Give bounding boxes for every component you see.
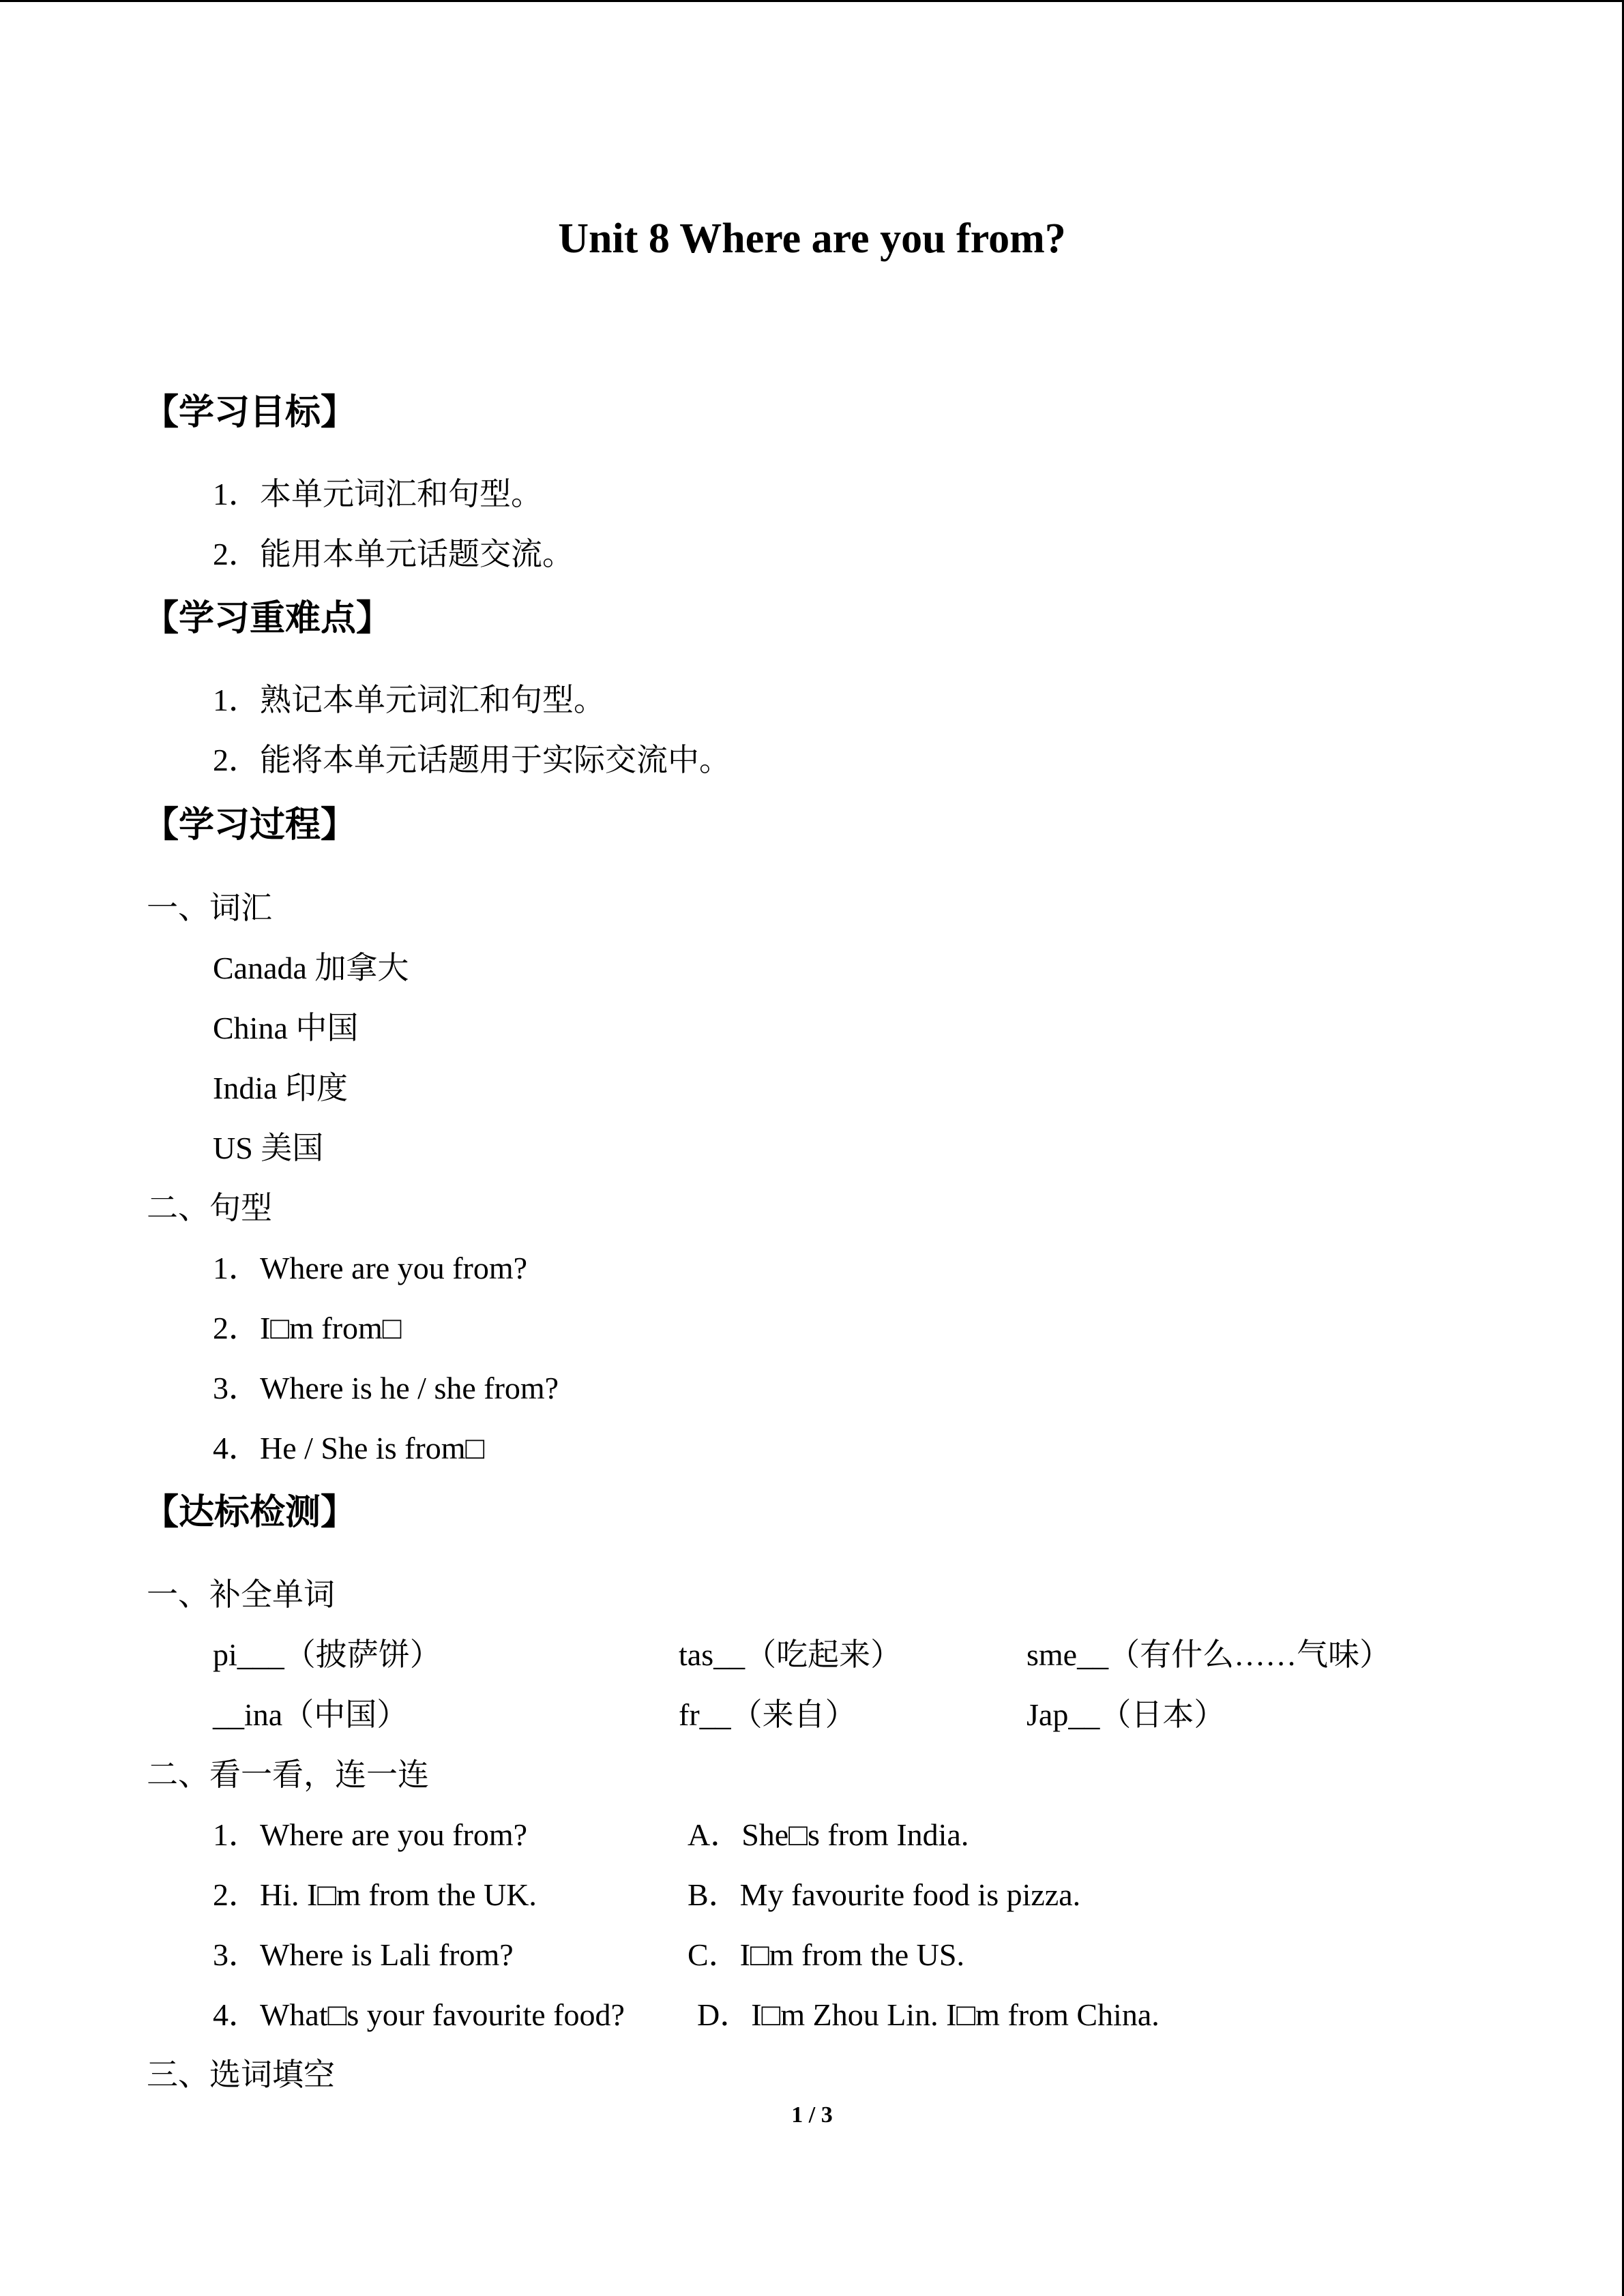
goal-item: 1．本单元词汇和句型。 [213, 477, 542, 511]
sentence-item: 1．Where are you from? [213, 1251, 528, 1285]
heading-test: 【达标检测】 [143, 1492, 357, 1533]
match-question: 4．What□s your favourite food? [213, 1997, 625, 2032]
sentence-item: 4．He / She is from□ [213, 1431, 485, 1465]
vocab-title: 一、词汇 [147, 891, 272, 925]
vocab-item: Canada 加拿大 [213, 951, 409, 985]
match-answer: D．I□m Zhou Lin. I□m from China. [697, 1997, 1160, 2032]
match-question: 3．Where is Lali from? [213, 1937, 514, 1972]
choose-title: 三、选词填空 [147, 2057, 335, 2092]
sentence-item: 2．I□m from□ [213, 1311, 402, 1345]
match-answer: A．She□s from India. [688, 1817, 969, 1852]
top-border [0, 0, 1624, 2]
heading-process: 【学习过程】 [143, 805, 357, 846]
fill-item: __ina（中国） [213, 1697, 409, 1732]
goal-item: 2．能用本单元话题交流。 [213, 537, 574, 571]
page-number: 1 / 3 [791, 2102, 833, 2128]
fill-item: tas__（吃起来） [679, 1637, 902, 1672]
vocab-item: US 美国 [213, 1131, 324, 1165]
fill-item: Jap__（日本） [1027, 1697, 1226, 1732]
key-point-item: 2．能将本单元话题用于实际交流中。 [213, 743, 730, 777]
vocab-item: China 中国 [213, 1011, 359, 1045]
match-question: 2．Hi. I□m from the UK. [213, 1877, 537, 1912]
key-point-item: 1．熟记本单元词汇和句型。 [213, 683, 605, 717]
heading-key-points: 【学习重难点】 [143, 598, 392, 639]
heading-goals: 【学习目标】 [143, 392, 357, 433]
vocab-item: India 印度 [213, 1071, 349, 1105]
fill-item: fr__（来自） [679, 1697, 857, 1732]
match-answer: C．I□m from the US. [688, 1937, 964, 1972]
fill-title: 一、补全单词 [147, 1577, 335, 1612]
match-answer: B．My favourite food is pizza. [688, 1877, 1081, 1912]
fill-item: pi___（披萨饼） [213, 1637, 441, 1672]
sentence-item: 3．Where is he / she from? [213, 1371, 559, 1405]
fill-item: sme__（有什么……气味） [1027, 1637, 1391, 1672]
sentence-title: 二、句型 [147, 1191, 272, 1225]
match-question: 1．Where are you from? [213, 1817, 528, 1852]
page-title: Unit 8 Where are you from? [558, 215, 1066, 262]
match-title: 二、看一看，连一连 [147, 1757, 429, 1792]
